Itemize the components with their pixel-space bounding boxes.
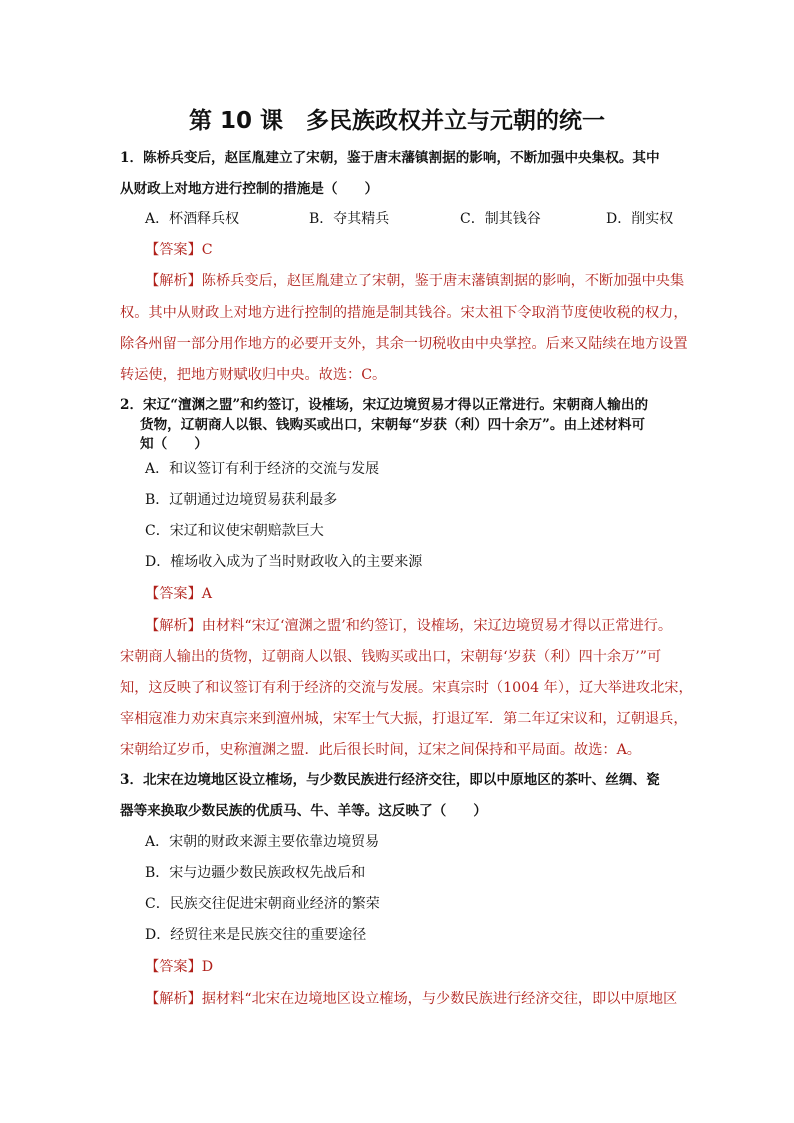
question-3-stem-line-1: 3．北宋在边境地区设立榷场，与少数民族进行经济交往，即以中原地区的茶叶、丝绸、瓷 <box>120 772 660 788</box>
question-3-option-d: D．经贸往来是民族交往的重要途径 <box>145 927 367 943</box>
question-2-option-b: B．辽朝通过边境贸易获利最多 <box>145 492 338 508</box>
question-1-analysis-line-3: 除各州留一部分用作地方的必要开支外，其余一切税收由中央掌控。后来又陆续在地方设置 <box>120 336 688 352</box>
question-1-option-a: A．杯酒释兵权 <box>145 211 240 227</box>
question-3-stem-line-2: 器等来换取少数民族的优质马、牛、羊等。这反映了（ ） <box>120 803 488 819</box>
question-2-analysis-line-1 <box>145 615 672 635</box>
question-2-analysis-line-3: 知，这反映了和议签订有利于经济的交流与发展。宋真宗时（1004 年），辽大举进攻北宋， <box>120 680 693 696</box>
question-2-answer <box>145 583 212 603</box>
question-3-answer <box>145 956 213 976</box>
page-title: 第 10 课 多民族政权并立与元朝的统一 <box>188 108 606 134</box>
question-2-analysis-line-5: 宋朝给辽岁币，史称澶渊之盟．此后很长时间，辽宋之间保持和平局面。故选：A。 <box>120 742 641 758</box>
answer-label: 【答案】 <box>145 959 202 975</box>
question-1-option-d: D．削实权 <box>606 211 674 227</box>
question-2-analysis-line-4: 宰相寇准力劝宋真宗来到澶州城，宋军士气大振，打退辽军．第二年辽宋议和，辽朝退兵， <box>120 711 688 727</box>
question-1-analysis-line-1 <box>145 270 684 290</box>
analysis-label: 【解析】 <box>145 618 202 634</box>
question-3-analysis-line-1 <box>145 988 677 1008</box>
answer-label: 【答案】 <box>145 242 202 258</box>
question-2-option-a: A．和议签订有利于经济的交流与发展 <box>145 461 380 477</box>
question-1-stem-line-2: 从财政上对地方进行控制的措施是（ ） <box>120 181 379 197</box>
answer-label: 【答案】 <box>145 586 202 602</box>
question-2-stem-line-3: 知（ ） <box>140 436 208 452</box>
question-3-option-c: C．民族交往促进宋朝商业经济的繁荣 <box>145 896 380 912</box>
question-2-option-d: D．榷场收入成为了当时财政收入的主要来源 <box>145 554 423 570</box>
question-2-option-c: C．宋辽和议使宋朝赔款巨大 <box>145 523 324 539</box>
question-2-stem-line-1: 2．宋辽“澶渊之盟”和约签订，设榷场，宋辽边境贸易才得以正常进行。宋朝商人输出的 <box>120 397 649 413</box>
question-2-stem-line-2: 货物，辽朝商人以银、钱购买或出口，宋朝每“岁获（利）四十余万”。由上述材料可 <box>140 417 646 433</box>
answer-value: D <box>201 959 214 975</box>
answer-value: A <box>201 586 213 602</box>
question-3-option-a: A．宋朝的财政来源主要依靠边境贸易 <box>145 834 380 850</box>
analysis-label: 【解析】 <box>145 273 202 289</box>
analysis-text: 由材料“宋辽‘澶渊之盟’和约签订，设榷场，宋辽边境贸易才得以正常进行。 <box>201 618 673 634</box>
analysis-text: 陈桥兵变后，赵匡胤建立了宋朝，鉴于唐末藩镇割据的影响，不断加强中央集 <box>201 273 685 289</box>
question-3-option-b: B．宋与边疆少数民族政权先战后和 <box>145 865 366 881</box>
question-1-option-b: B．夺其精兵 <box>309 211 390 227</box>
question-1-answer <box>145 239 213 259</box>
question-1-stem-line-1: 1．陈桥兵变后，赵匡胤建立了宋朝，鉴于唐末藩镇割据的影响，不断加强中央集权。其中 <box>120 150 660 166</box>
question-1-analysis-line-2: 权。其中从财政上对地方进行控制的措施是制其钱谷。宋太祖下令取消节度使收税的权力， <box>120 305 688 321</box>
question-1-option-c: C．制其钱谷 <box>460 211 541 227</box>
question-1-analysis-line-4: 转运使，把地方财赋收归中央。故选：C。 <box>120 367 387 383</box>
answer-value: C <box>201 242 213 258</box>
question-2-analysis-line-2: 宋朝商人输出的货物，辽朝商人以银、钱购买或出口，宋朝每‘岁获（利）四十余万’”可 <box>120 649 662 665</box>
analysis-text: 据材料“北宋在边境地区设立榷场，与少数民族进行经济交往，即以中原地区 <box>201 991 678 1007</box>
analysis-label: 【解析】 <box>145 991 202 1007</box>
